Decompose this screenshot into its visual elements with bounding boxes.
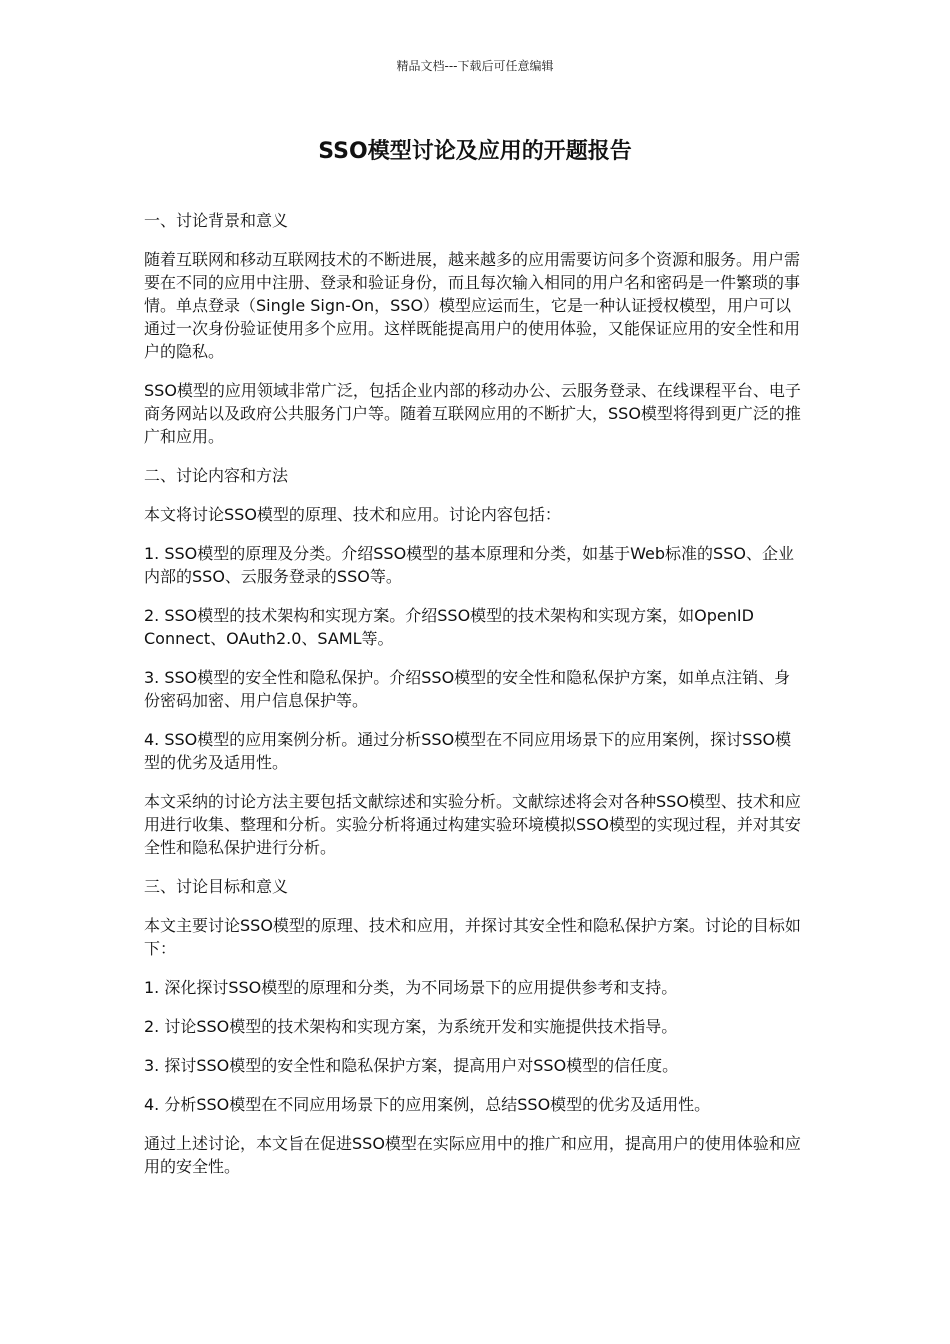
header-note: 精品文档---下载后可任意编辑 [396,59,554,73]
list-item-goal-3: 3. 探讨SSO模型的安全性和隐私保护方案，提高用户对SSO模型的信任度。 [144,1056,679,1075]
document-title: SSO模型讨论及应用的开题报告 [318,139,632,164]
paragraph-content-intro: 本文将讨论SSO模型的原理、技术和应用。讨论内容包括： [144,505,561,524]
paragraph-method: 本文采纳的讨论方法主要包括文献综述和实验分析。文献综述将会对各种SSO模型、技术和应用进行收集、整理和分析。实验分析将通过构建实验环境模拟SSO模型的实现过程，并对其安全性和隐私保护进行分析。 [144,792,801,857]
list-item-goal-4: 4. 分析SSO模型在不同应用场景下的应用案例，总结SSO模型的优劣及适用性。 [144,1095,711,1114]
paragraph-goals-intro: 本文主要讨论SSO模型的原理、技术和应用，并探讨其安全性和隐私保护方案。讨论的目标如下： [144,916,801,958]
paragraph-background-2: SSO模型的应用领域非常广泛，包括企业内部的移动办公、云服务登录、在线课程平台、电子商务网站以及政府公共服务门户等。随着互联网应用的不断扩大，SSO模型将得到更广泛的推广和应用。 [144,381,801,446]
section-heading-goals: 三、讨论目标和意义 [144,877,289,896]
list-item-goal-2: 2. 讨论SSO模型的技术架构和实现方案，为系统开发和实施提供技术指导。 [144,1017,678,1036]
list-item-content-3: 3. SSO模型的安全性和隐私保护。介绍SSO模型的安全性和隐私保护方案，如单点注销、身份密码加密、用户信息保护等。 [144,668,791,710]
list-item-content-2: 2. SSO模型的技术架构和实现方案。介绍SSO模型的技术架构和实现方案，如OpenID Connect、OAuth2.0、SAML等。 [144,606,754,648]
section-heading-content-method: 二、讨论内容和方法 [144,466,289,485]
list-item-content-1: 1. SSO模型的原理及分类。介绍SSO模型的基本原理和分类，如基于Web标准的SSO、企业内部的SSO、云服务登录的SSO等。 [144,544,794,586]
paragraph-conclusion: 通过上述讨论，本文旨在促进SSO模型在实际应用中的推广和应用，提高用户的使用体验和应用的安全性。 [144,1134,801,1176]
paragraph-background-1: 随着互联网和移动互联网技术的不断进展，越来越多的应用需要访问多个资源和服务。用户需要在不同的应用中注册、登录和验证身份，而且每次输入相同的用户名和密码是一件繁琐的事情。单点登录（Single Sign-On，SSO）模型应运而生，它是一种认证授权模型，用户可以通过一次身份验证使用多个应用。这样既能提高用户的使用体验，又能保证应用的安全性和用户的隐私。 [144,250,801,361]
list-item-content-4: 4. SSO模型的应用案例分析。通过分析SSO模型在不同应用场景下的应用案例，探讨SSO模型的优劣及适用性。 [144,730,792,772]
document-body [144,209,806,1194]
section-heading-background: 一、讨论背景和意义 [144,211,289,230]
list-item-goal-1: 1. 深化探讨SSO模型的原理和分类，为不同场景下的应用提供参考和支持。 [144,978,678,997]
